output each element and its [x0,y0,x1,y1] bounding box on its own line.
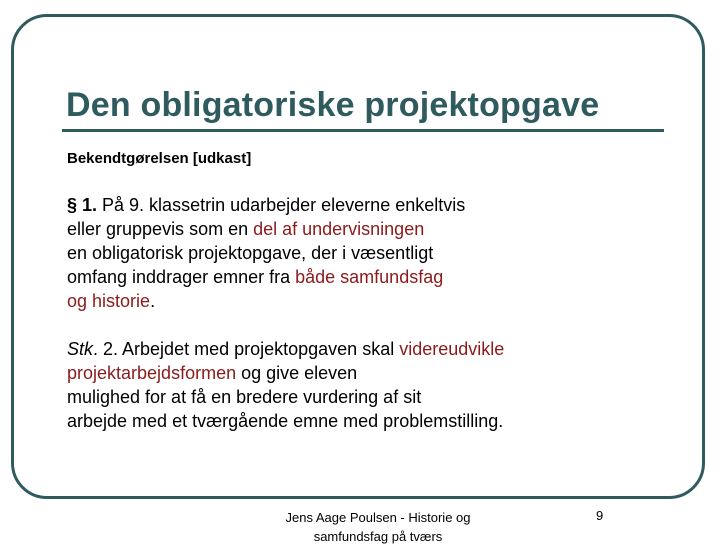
highlighted-term: del af undervisningen [253,219,425,239]
body-text: . 2. Arbejdet med projektopgaven skal [93,339,400,359]
section-marker: § 1. [67,195,103,215]
paragraph-line [67,289,465,313]
paragraph-line [67,409,504,433]
paragraph-line [67,193,465,217]
slide-subtitle: Bekendtgørelsen [udkast] [67,150,252,167]
body-text: mulighed for at få en bredere vurdering af sit [67,387,422,407]
body-text: og give eleven [236,363,358,383]
paragraph-line [67,337,504,361]
page-number: 9 [596,508,604,523]
highlighted-term: og historie [67,291,151,311]
footer-text: Jens Aage Poulsen - Historie og samfundsfag på tværs [285,510,471,544]
paragraph-line [67,241,465,265]
body-text: arbejde med et tværgående emne med problemstilling. [67,411,504,431]
paragraph-line [67,217,465,241]
paragraph-1 [67,193,465,313]
highlighted-term: både samfundsfag [295,267,444,287]
body-text: omfang inddrager emner fra [67,267,296,287]
paragraph-2 [67,337,504,433]
body-text: en obligatorisk projektopgave, der i væsentligt [67,243,434,263]
body-text: På 9. klassetrin udarbejder eleverne enkeltvis [102,195,466,215]
highlighted-term: projektarbejdsformen [67,363,237,383]
highlighted-term: videreudvikle [399,339,505,359]
paragraph-line [67,385,504,409]
title-underline [62,129,664,132]
body-text: eller gruppevis som en [67,219,254,239]
body-text: . [150,291,156,311]
paragraph-line [67,361,504,385]
stk-marker: Stk [67,339,94,359]
paragraph-line [67,265,465,289]
slide-title: Den obligatoriske projektopgave [66,86,600,124]
